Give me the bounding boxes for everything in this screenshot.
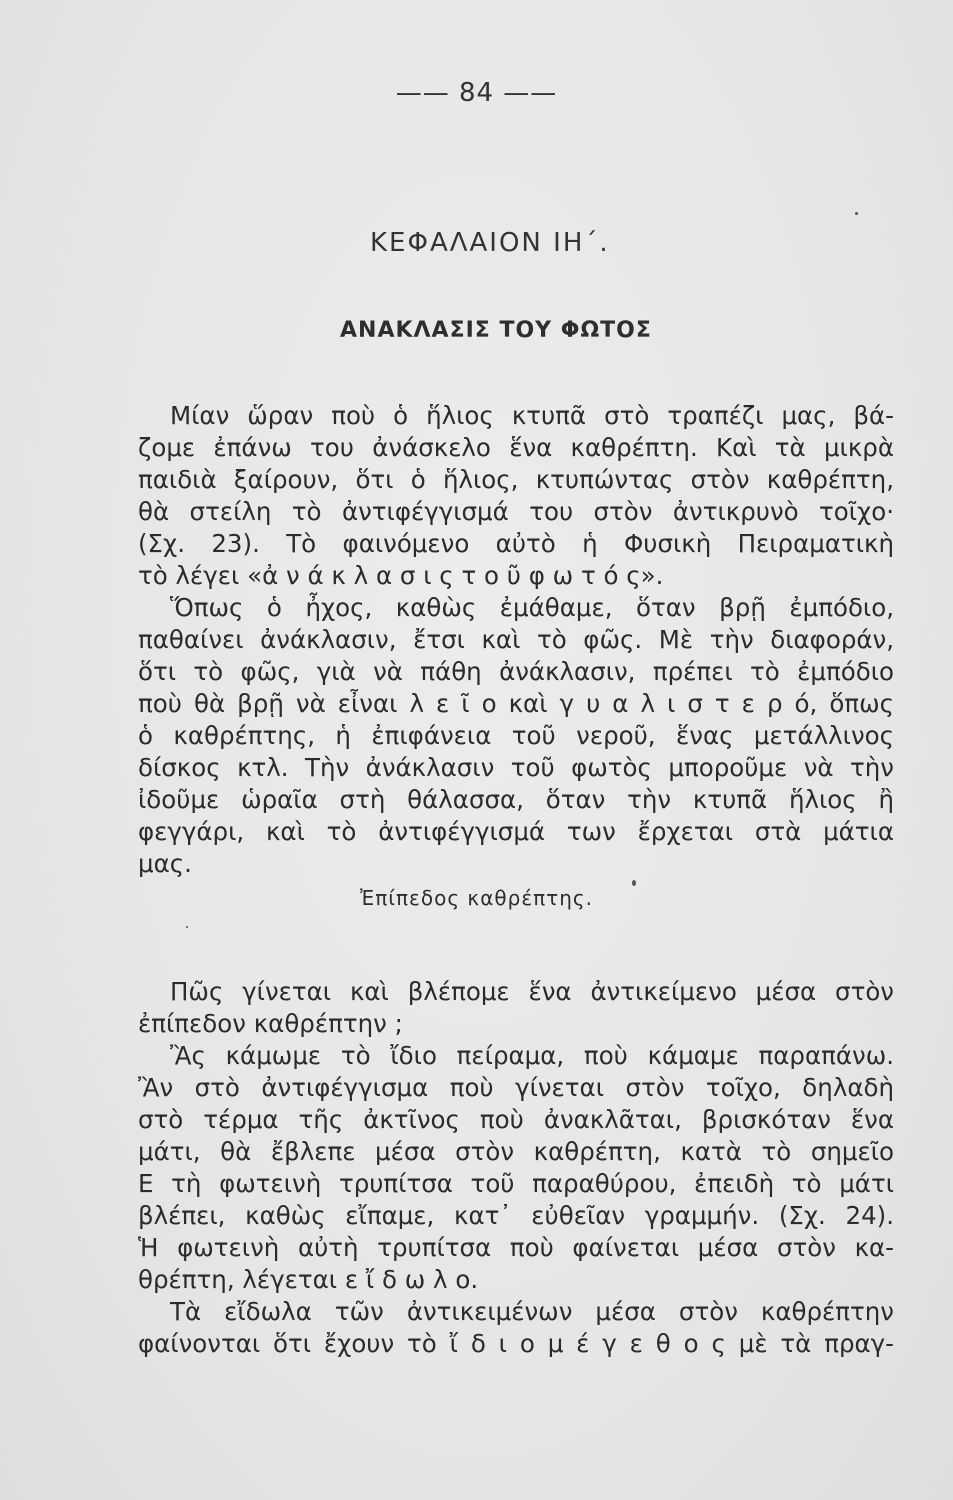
text-line: (Σχ. 23). Τὸ φαινόμενο αὐτὸ ἡ Φυσικὴ Πειραματικὴ — [138, 529, 894, 558]
text-line: Ἂν στὸ ἀντιφέγγισμα ποὺ γίνεται στὸν τοῖχο, δηλαδὴ — [138, 1073, 894, 1102]
text-line: δίσκος κτλ. Τὴν ἀνάκλασιν τοῦ φωτὸς μποροῦμε νὰ τὴν — [138, 753, 894, 782]
paper-speck — [855, 212, 858, 215]
text-line: Ἡ φωτεινὴ αὐτὴ τρυπίτσα ποὺ φαίνεται μέσα στὸν κα- — [138, 1233, 894, 1262]
text-line: Ἂς κάμωμε τὸ ἴδιο πείραμα, ποὺ κάμαμε παραπάνω. — [170, 1041, 894, 1070]
text-line: μας. — [138, 849, 192, 878]
text-line: θὰ στείλη τὸ ἀντιφέγγισμά του στὸν ἀντικρυνὸ τοῖχο· — [138, 497, 894, 526]
text-line: ζομε ἐπάνω του ἀνάσκελο ἕνα καθρέπτη. Καὶ τὰ μικρὰ — [138, 433, 894, 462]
paper-speck — [186, 926, 188, 928]
text-line: φεγγάρι, καὶ τὸ ἀντιφέγγισμά των ἔρχεται στὰ μάτια — [138, 817, 894, 846]
text-line: ὅτι τὸ φῶς, γιὰ νὰ πάθη ἀνάκλασιν, πρέπει τὸ ἐμπόδιο — [138, 657, 894, 686]
page-number: —— 84 —— — [395, 78, 558, 108]
text-line: ὁ καθρέπτης, ἡ ἐπιφάνεια τοῦ νεροῦ, ἕνας μετάλλινος — [138, 721, 894, 750]
paragraph-reflection-intro — [138, 400, 894, 880]
chapter-heading: ΚΕΦΑΛΑΙΟΝ ΙΗ΄. — [370, 228, 610, 258]
text-line: Ε τὴ φωτεινὴ τρυπίτσα τοῦ παραθύρου, ἐπειδὴ τὸ μάτι — [138, 1169, 894, 1198]
text-line: θρέπτη, λέγεται ε ἴ δ ω λ ο. — [138, 1265, 479, 1294]
text-line: παιδιὰ ξαίρουν, ὅτι ὁ ἥλιος, κτυπώντας στὸν καθρέπτη, — [138, 465, 894, 494]
text-line: στὸ τέρμα τῆς ἀκτῖνος ποὺ ἀνακλᾶται, βρισκόταν ἕνα — [138, 1105, 894, 1134]
text-line: Τὰ εἴδωλα τῶν ἀντικειμένων μέσα στὸν καθρέπτην — [170, 1297, 894, 1326]
paragraph-image-size — [138, 1296, 894, 1360]
paper-speck — [632, 880, 636, 886]
text-line: μάτι, θὰ ἔβλεπε μέσα στὸν καθρέπτη, κατὰ τὸ σημεῖο — [138, 1137, 894, 1166]
subheading-plane-mirror: Ἐπίπεδος καθρέπτης. — [359, 886, 593, 910]
text-line: παθαίνει ἀνάκλασιν, ἔτσι καὶ τὸ φῶς. Μὲ τὴν διαφοράν, — [138, 625, 894, 654]
paragraph-experiment — [138, 1040, 894, 1296]
text-line: Ὅπως ὁ ἦχος, καθὼς ἐμάθαμε, ὅταν βρῇ ἐμπόδιο, — [170, 593, 894, 622]
text-line: φαίνονται ὅτι ἔχουν τὸ ἴ δ ι ο μ έ γ ε θ ο ς μὲ τὰ πραγ- — [138, 1329, 894, 1358]
text-line: τὸ λέγει «ἀ ν ά κ λ α σ ι ς τ ο ῦ φ ω τ ό ς». — [138, 561, 664, 590]
text-line: Μίαν ὥραν ποὺ ὁ ἥλιος κτυπᾶ στὸ τραπέζι μας, βά- — [170, 401, 894, 430]
text-line: ἰδοῦμε ὡραῖα στὴ θάλασσα, ὅταν τὴν κτυπᾶ ἥλιος ἢ — [138, 785, 894, 814]
section-title: ΑΝΑΚΛΑΣΙΣ ΤΟΥ ΦΩΤΟΣ — [340, 318, 652, 343]
text-line: ἐπίπεδον καθρέπτην ; — [138, 1009, 403, 1038]
paragraph-question — [138, 976, 894, 1040]
text-line: Πῶς γίνεται καὶ βλέπομε ἕνα ἀντικείμενο μέσα στὸν — [170, 977, 894, 1006]
text-line: ποὺ θὰ βρῇ νὰ εἶναι λ ε ῖ ο καὶ γ υ α λ ι σ τ ε ρ ό, ὅπως — [138, 689, 894, 718]
text-line: βλέπει, καθὼς εἴπαμε, κατ᾽ εὐθεῖαν γραμμήν. (Σχ. 24). — [138, 1201, 894, 1230]
